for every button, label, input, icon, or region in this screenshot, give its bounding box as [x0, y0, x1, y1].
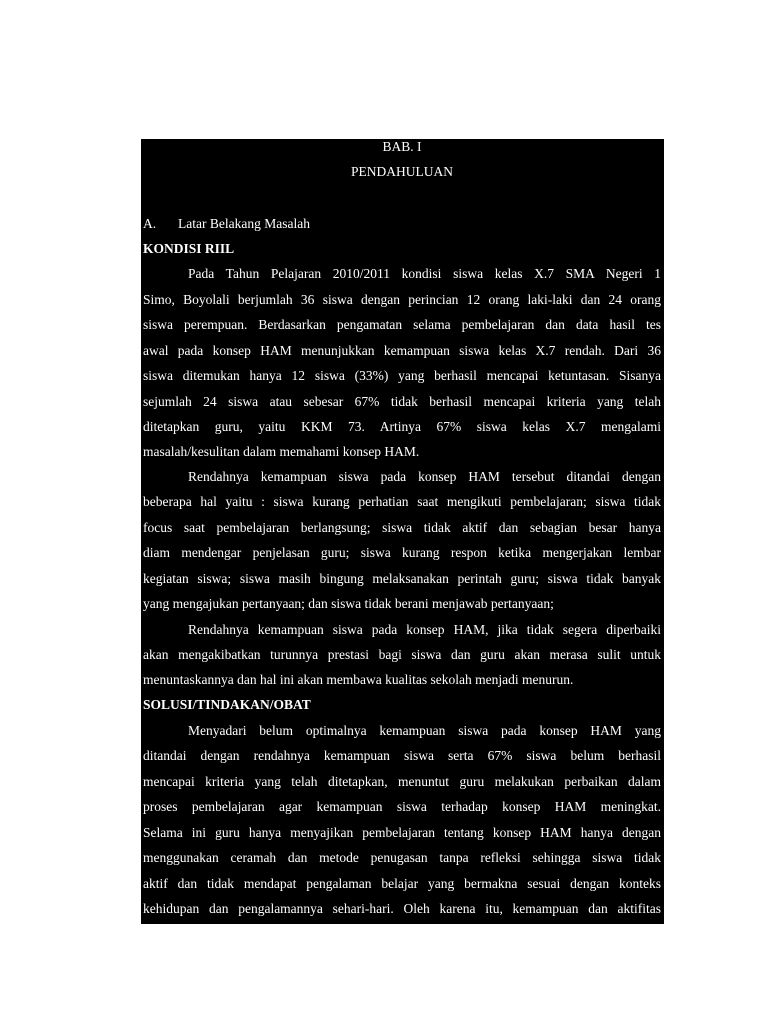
document-page [141, 139, 664, 924]
heading-solusi: SOLUSI/TINDAKAN/OBAT [143, 697, 311, 712]
paragraph-line: Menyadari belum optimalnya kemampuan siswa pada konsep HAM yang [188, 723, 661, 738]
paragraph-line: diam mendengar penjelasan guru; siswa kurang respon ketika mengerjakan lembar [143, 545, 661, 560]
paragraph-line: siswa perempuan. Berdasarkan pengamatan selama pembelajaran dan data hasil tes [143, 317, 661, 332]
paragraph-line: Rendahnya kemampuan siswa pada konsep HAM, jika tidak segera diperbaiki [188, 622, 661, 637]
paragraph-line: Pada Tahun Pelajaran 2010/2011 kondisi siswa kelas X.7 SMA Negeri 1 [188, 266, 661, 281]
paragraph-line: ditetapkan guru, yaitu KKM 73. Artinya 67% siswa kelas X.7 mengalami [143, 419, 661, 434]
section-heading [143, 216, 310, 232]
chapter-title: PENDAHULUAN [351, 164, 453, 179]
heading-kondisi-riil: KONDISI RIIL [143, 241, 235, 256]
paragraph-line: beberapa hal yaitu : siswa kurang perhatian saat mengikuti pembelajaran; siswa tidak [143, 494, 661, 509]
paragraph-line: awal pada konsep HAM menunjukkan kemampuan siswa kelas X.7 rendah. Dari 36 [143, 343, 661, 358]
paragraph-line: akan mengakibatkan turunnya prestasi bagi siswa dan guru akan merasa sulit untuk [143, 647, 661, 662]
paragraph-line: yang mengajukan pertanyaan; dan siswa tidak berani menjawab pertanyaan; [143, 596, 554, 611]
paragraph-line: menuntaskannya dan hal ini akan membawa kualitas sekolah menjadi menurun. [143, 672, 574, 687]
paragraph-line: Simo, Boyolali berjumlah 36 siswa dengan perincian 12 orang laki-laki dan 24 orang [143, 292, 661, 307]
paragraph-line: proses pembelajaran agar kemampuan siswa terhadap konsep HAM meningkat. [143, 799, 661, 814]
paragraph-line: ditandai dengan rendahnya kemampuan siswa serta 67% siswa belum berhasil [143, 748, 661, 763]
paragraph-line: mencapai kriteria yang telah ditetapkan, menuntut guru melakukan perbaikan dalam [143, 774, 661, 789]
chapter-number: BAB. I [382, 139, 422, 154]
paragraph-line: siswa ditemukan hanya 12 siswa (33%) yang berhasil mencapai ketuntasan. Sisanya [143, 368, 661, 383]
paragraph-line: masalah/kesulitan dalam memahami konsep HAM. [143, 444, 420, 459]
section-letter: A. [143, 216, 157, 231]
paragraph-line: sejumlah 24 siswa atau sebesar 67% tidak berhasil mencapai kriteria yang telah [143, 394, 661, 409]
paragraph-line: focus saat pembelajaran berlangsung; siswa tidak aktif dan sebagian besar hanya [143, 520, 661, 535]
paragraph-line: kegiatan siswa; siswa masih bingung melaksanakan perintah guru; siswa tidak banyak [143, 571, 661, 586]
paragraph-line: Selama ini guru hanya menyajikan pembelajaran tentang konsep HAM hanya dengan [143, 825, 661, 840]
paragraph-line: kehidupan dan pengalamannya sehari-hari. Oleh karena itu, kemampuan dan aktifitas [143, 901, 661, 916]
paragraph-line: menggunakan ceramah dan metode penugasan tanpa refleksi sehingga siswa tidak [143, 850, 661, 865]
paragraph-line: aktif dan tidak mendapat pengalaman belajar yang bermakna sesuai dengan konteks [143, 876, 661, 891]
section-title: Latar Belakang Masalah [178, 216, 310, 231]
paragraph-line: Rendahnya kemampuan siswa pada konsep HAM tersebut ditandai dengan [188, 469, 661, 484]
